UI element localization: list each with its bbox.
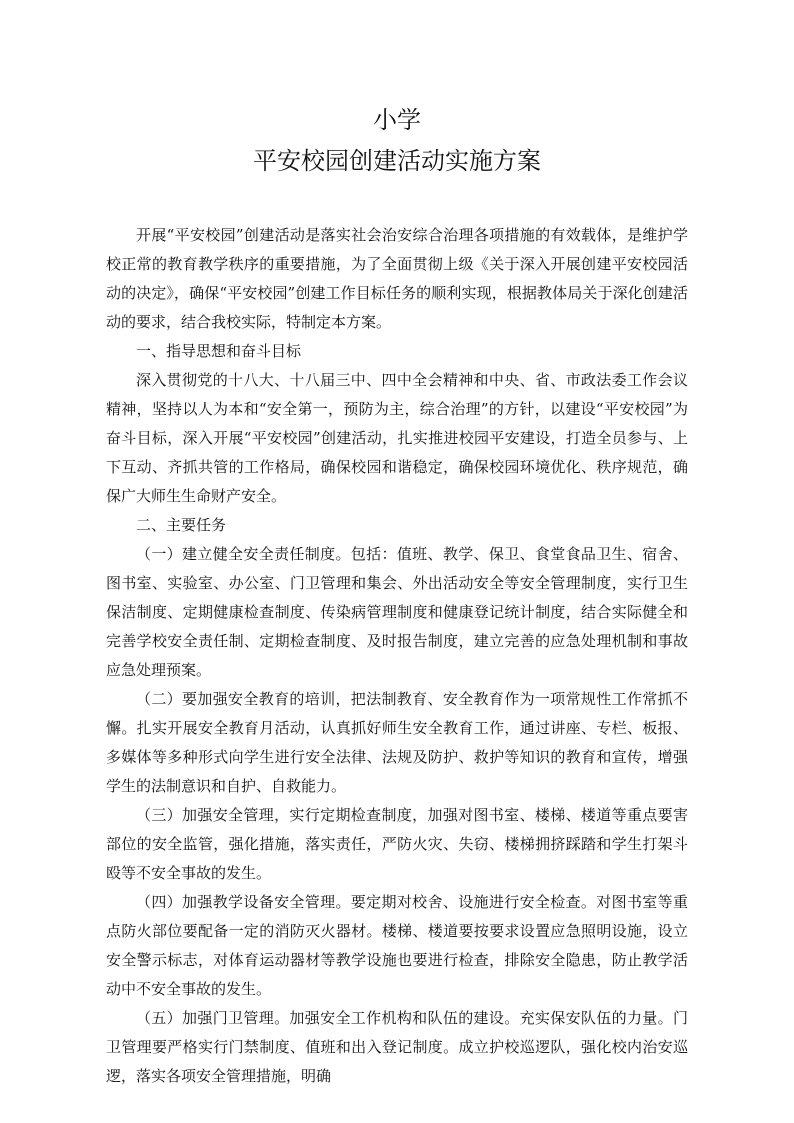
document-title-plan: 平安校园创建活动实施方案 bbox=[253, 147, 541, 175]
section-heading-main-tasks: 二、主要任务 bbox=[136, 516, 227, 534]
task-paragraph-2: （二）要加强安全教育的培训，把法制教育、安全教育作为一项常规性工作常抓不懈。扎实开展安全教育月活动，认真抓好师生安全教育工作，通过讲座、专栏、板报、多媒体等多种形式向学生进行安全法律、法规及防护、救护等知识的教育和宣传，增强学生的法制意识和自护、自救能力。 bbox=[106, 690, 688, 795]
intro-paragraph: 开展“平安校园”创建活动是落实社会治安综合治理各项措施的有效载体，是维护学校正常的教育教学秩序的重要措施，为了全面贯彻上级《关于深入开展创建平安校园活动的决定》，确保“平安校园”创建工作目标任务的顺利实现，根据教体局关于深化创建活动的要求，结合我校实际，特制定本方案。 bbox=[106, 226, 688, 331]
task-paragraph-3: （三）加强安全管理，实行定期检查制度，加强对图书室、楼梯、楼道等重点要害部位的安全监管，强化措施，落实责任，严防火灾、失窃、楼梯拥挤踩踏和学生打架斗殴等不安全事故的发生。 bbox=[106, 806, 688, 882]
task-paragraph-5: （五）加强门卫管理。加强安全工作机构和队伍的建设。充实保安队伍的力量。门卫管理要严格实行门禁制度、值班和出入登记制度。成立护校巡逻队，强化校内治安巡逻，落实各项安全管理措施，明确 bbox=[106, 1009, 688, 1085]
document-title-school: 小学 bbox=[373, 106, 421, 134]
document-body bbox=[106, 221, 688, 1091]
guiding-ideology-paragraph: 深入贯彻党的十八大、十八届三中、四中全会精神和中央、省、市政法委工作会议精神，坚持以人为本和“安全第一，预防为主，综合治理”的方针，以建设“平安校园”为奋斗目标，深入开展“平安校园”创建活动，扎实推进校园平安建设，打造全员参与、上下互动、齐抓共管的工作格局，确保校园和谐稳定，确保校园环境优化、秩序规范，确保广大师生生命财产安全。 bbox=[106, 371, 688, 505]
task-paragraph-4: （四）加强教学设备安全管理。要定期对校舍、设施进行安全检查。对图书室等重点防火部位要配备一定的消防灭火器材。楼梯、楼道要按要求设置应急照明设施，设立安全警示标志，对体育运动器材等教学设施也要进行检查，排除安全隐患，防止教学活动中不安全事故的发生。 bbox=[106, 893, 688, 998]
section-heading-guiding-ideology: 一、指导思想和奋斗目标 bbox=[136, 342, 302, 360]
task-paragraph-1: （一）建立健全安全责任制度。包括：值班、教学、保卫、食堂食品卫生、宿舍、图书室、实验室、办公室、门卫管理和集会、外出活动安全等安全管理制度，实行卫生保洁制度、定期健康检查制度、传染病管理制度和健康登记统计制度，结合实际健全和完善学校安全责任制、定期检查制度、及时报告制度，建立完善的应急处理机制和事故应急处理预案。 bbox=[106, 545, 688, 679]
